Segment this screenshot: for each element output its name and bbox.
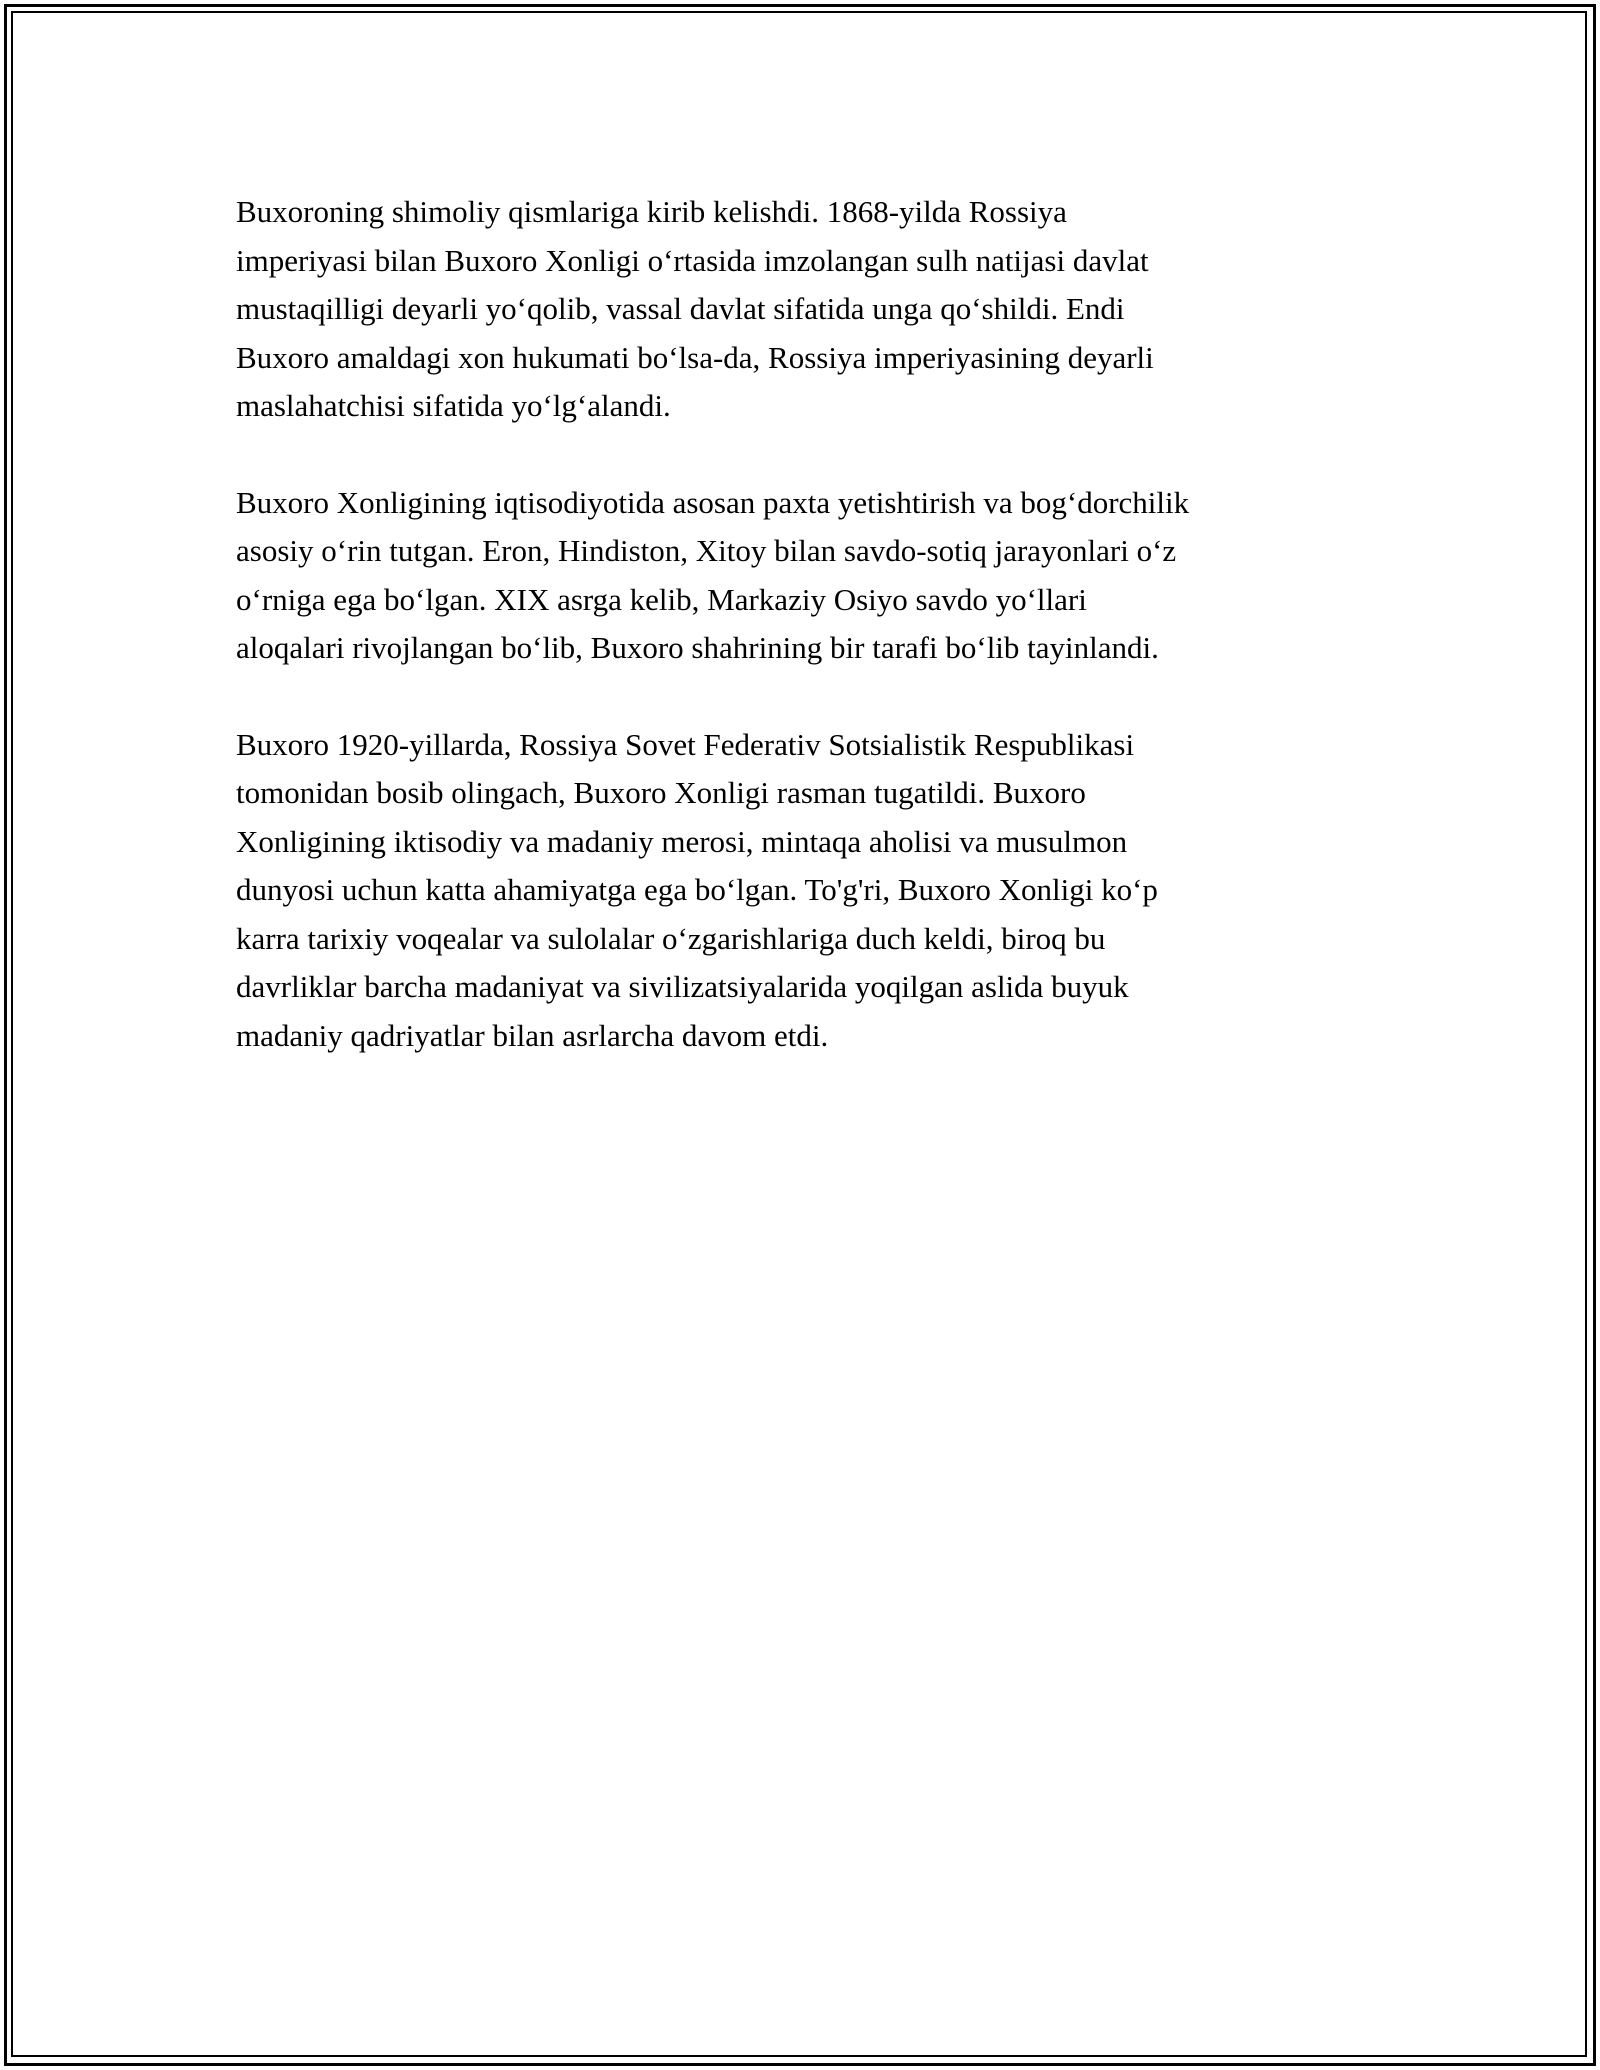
paragraph-1: Buxoroning shimoliy qismlariga kirib kelishdi. 1868-yilda Rossiya imperiyasi bilan Buxoro Xonligi o‘rtasida imzolangan sulh natijasi davlat mustaqilligi deyarli yo‘qolib, vassal davlat sifatida unga qo‘shildi. Endi Buxoro amaldagi xon hukumati bo‘lsa-da, Rossiya imperiyasining deyarli maslahatchisi sifatida yo‘lg‘alandi. <box>236 194 1154 423</box>
paragraph-2: Buxoro Xonligining iqtisodiyotida asosan paxta yetishtirish va bog‘dorchilik asosiy o‘rin tutgan. Eron, Hindiston, Xitoy bilan savdo-sotiq jarayonlari o‘z o‘rniga ega bo‘lgan. XIX asrga kelib, Markaziy Osiyo savdo yo‘llari aloqalari rivojlangan bo‘lib, Buxoro shahrining bir tarafi bo‘lib tayinlandi. <box>236 484 1190 665</box>
document-body <box>236 188 1366 1108</box>
paragraph-3: Buxoro 1920-yillarda, Rossiya Sovet Federativ Sotsialistik Respublikasi tomonidan bosib olingach, Buxoro Xonligi rasman tugatildi. Buxoro Xonligining iktisodiy va madaniy merosi, mintaqa aholisi va musulmon dunyosi uchun katta ahamiyatga ega bo‘lgan. To'g'ri, Buxoro Xonligi ko‘p karra tarixiy voqealar va sulolalar o‘zgarishlariga duch keldi, biroq bu davrliklar barcha madaniyat va sivilizatsiyalarida yoqilgan aslida buyuk madaniy qadriyatlar bilan asrlarcha davom etdi. <box>236 726 1158 1053</box>
